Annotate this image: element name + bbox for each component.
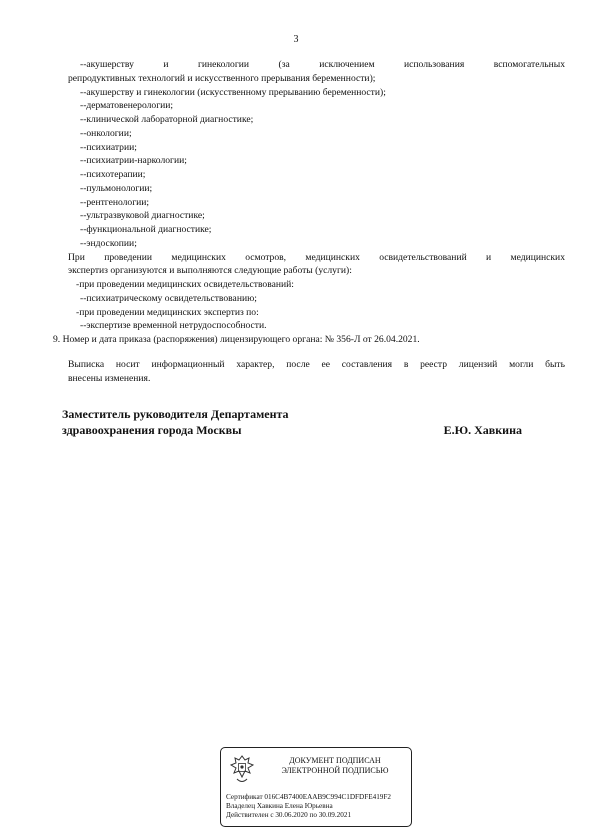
signatory-position: Заместитель руководителя Департамента <box>62 407 289 421</box>
stamp-details <box>226 793 391 820</box>
list-item: --акушерству и гинекологии (за исключением использования вспомогательных <box>80 59 565 70</box>
electronic-signature-stamp <box>220 747 412 827</box>
list-item: --клинической лабораторной диагностике; <box>80 114 254 125</box>
exams-intro-line: При проведении медицинских осмотров, медицинских освидетельствований и медицинских <box>68 251 565 263</box>
notice <box>68 358 565 386</box>
stamp-title-line: ЭЛЕКТРОННОЙ ПОДПИСЬЮ <box>281 766 389 775</box>
list-item: --ультразвуковой диагностике; <box>80 210 205 222</box>
exams-intro-line: экспертиз организуются и выполняются следующие работы (услуги): <box>68 265 352 277</box>
list-item: --акушерству и гинекологии (искусственному прерыванию беременности); <box>80 86 386 98</box>
page-number: 3 <box>293 34 299 45</box>
certificate-owner: Владелец Хавкина Елена Юрьевна <box>226 802 333 810</box>
list-item: --эндоскопии; <box>80 237 137 249</box>
list-item: --психиатрии-наркологии; <box>80 155 187 167</box>
exams-subheading: -при проведении медицинских экспертиз по: <box>76 306 259 318</box>
list-item: --функциональной диагностике; <box>80 224 212 235</box>
document-body <box>53 58 565 385</box>
list-item-continuation: репродуктивных технологий и искусственного прерывания беременности); <box>68 72 376 84</box>
list-item: --пульмонологии; <box>80 182 153 194</box>
list-item: --онкологии; <box>80 127 132 139</box>
certificate-validity: Действителен с 30.06.2020 по 30.09.2021 <box>226 811 352 819</box>
list-item: --психотерапии; <box>80 169 146 180</box>
exams-subheading: -при проведении медицинских освидетельствований: <box>76 279 294 290</box>
order-number-item: 9. Номер и дата приказа (распоряжения) лицензирующего органа: № 356-Л от 26.04.2021. <box>53 334 420 345</box>
signatory-position: здравоохранения города Москвы <box>62 423 242 437</box>
stamp-title-line: ДОКУМЕНТ ПОДПИСАН <box>289 756 381 765</box>
list-item: --психиатрическому освидетельствованию; <box>80 292 257 304</box>
specialties-list <box>68 58 565 251</box>
signatory-name: Е.Ю. Хавкина <box>443 423 522 437</box>
notice-line: Выписка носит информационный характер, после ее составления в реестр лицензий могли быть <box>68 358 565 370</box>
certificate-number: Сертификат 016C4B7400EAAB9C994C1DFDFE419F2 <box>226 793 391 801</box>
list-item: --психиатрии; <box>80 141 137 153</box>
stamp-title <box>265 756 405 776</box>
list-item: --рентгенологии; <box>80 196 150 208</box>
signature-block <box>62 406 522 438</box>
coat-of-arms-icon <box>227 753 257 787</box>
notice-line: внесены изменения. <box>68 372 151 384</box>
list-item: --экспертизе временной нетрудоспособности. <box>80 320 267 332</box>
list-item: --дерматовенерологии; <box>80 100 174 112</box>
